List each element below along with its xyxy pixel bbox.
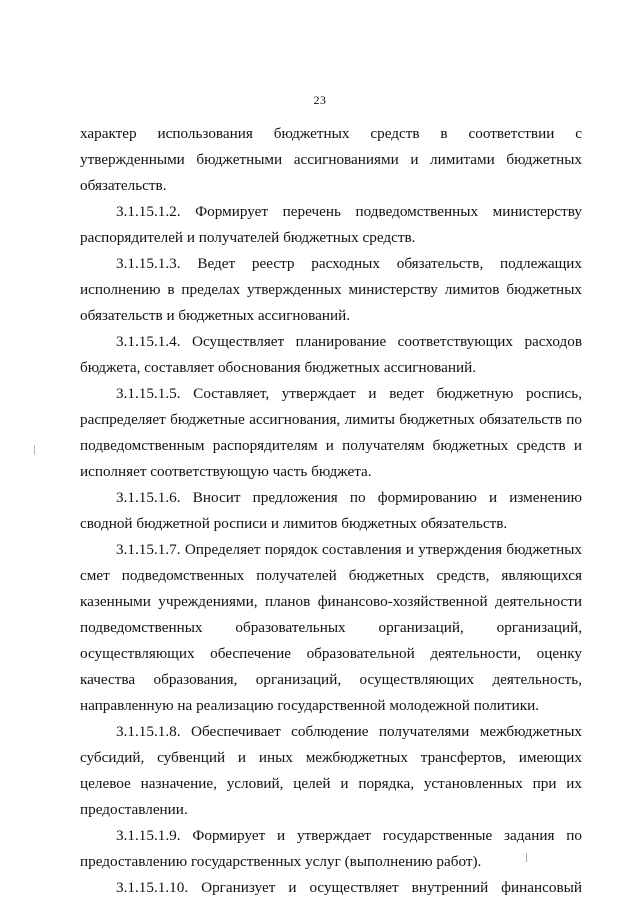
paragraph-3-1-15-1-4: 3.1.15.1.4. Осуществляет планирование соответствующих расходов бюджета, составляет обоснования бюджетных ассигнований. bbox=[80, 333, 582, 376]
scan-margin-mark bbox=[34, 445, 35, 455]
paragraph-3-1-15-1-10: 3.1.15.1.10. Организует и осуществляет внутренний финансовый bbox=[116, 879, 582, 896]
paragraph-3-1-15-1-9: 3.1.15.1.9. Формирует и утверждает государственные задания по предоставлению государственных услуг (выполнению работ). bbox=[80, 827, 582, 870]
paragraph-3-1-15-1-2: 3.1.15.1.2. Формирует перечень подведомственных министерству распорядителей и получателей бюджетных средств. bbox=[80, 203, 582, 246]
scan-margin-mark-right bbox=[526, 853, 527, 862]
document-body bbox=[80, 121, 582, 901]
paragraph-3-1-15-1-8: 3.1.15.1.8. Обеспечивает соблюдение получателями межбюджетных субсидий, субвенций и иных межбюджетных трансфертов, имеющих целевое назначение, условий, целей и порядка, установленных при их предоставлении. bbox=[80, 723, 582, 818]
paragraph-3-1-15-1-6: 3.1.15.1.6. Вносит предложения по формированию и изменению сводной бюджетной росписи и лимитов бюджетных обязательств. bbox=[80, 489, 582, 532]
paragraph-continuation: характер использования бюджетных средств в соответствии с утвержденными бюджетными ассигнованиями и лимитами бюджетных обязательств. bbox=[80, 125, 582, 194]
paragraph-3-1-15-1-3: 3.1.15.1.3. Ведет реестр расходных обязательств, подлежащих исполнению в пределах утвержденных министерству лимитов бюджетных обязательств и бюджетных ассигнований. bbox=[80, 255, 582, 324]
paragraph-3-1-15-1-7: 3.1.15.1.7. Определяет порядок составления и утверждения бюджетных смет подведомственных получателей бюджетных средств, являющихся казенными учреждениями, планов финансово-хозяйственной деятельности подведомственных образовательных организаций, организаций, осуществляющих обеспечение образовательной деятельности, оценку качества образования, организаций, осуществляющих деятельность, направленную на реализацию государственной молодежной политики. bbox=[80, 541, 582, 714]
page-number: 23 bbox=[313, 93, 327, 107]
paragraph-3-1-15-1-5: 3.1.15.1.5. Составляет, утверждает и ведет бюджетную роспись, распределяет бюджетные ассигнования, лимиты бюджетных обязательств по подведомственным распорядителям и получателям бюджетных средств и исполняет соответствующую часть бюджета. bbox=[80, 385, 582, 480]
